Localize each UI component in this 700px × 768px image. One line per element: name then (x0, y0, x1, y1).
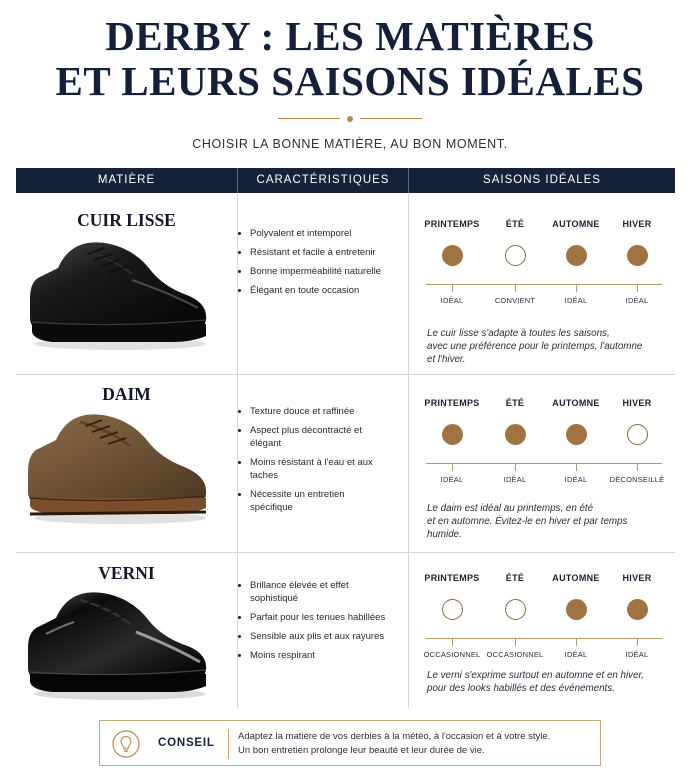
seasons-grid-cuir-lisse (412, 219, 662, 329)
season-name: ÉTÉ (505, 219, 525, 229)
season-indicator-empty (505, 599, 526, 620)
season-indicator-filled (442, 424, 463, 445)
note-line: pour des looks habillés et des événements. (427, 683, 615, 694)
season-name: PRINTEMPS (424, 573, 480, 583)
seasons-grid-daim (412, 398, 665, 508)
season-indicator-empty (627, 424, 648, 445)
season-name: PRINTEMPS (424, 398, 480, 408)
tip-box (99, 720, 601, 766)
season-level: IDÉAL (564, 650, 588, 659)
season-indicator-filled (442, 245, 463, 266)
season-indicator-filled (627, 245, 648, 266)
season-indicator-empty (442, 599, 463, 620)
season-note-verni (427, 669, 667, 695)
season-level: OCCASIONNEL (486, 650, 544, 659)
season-name: HIVER (622, 398, 652, 408)
season-name: HIVER (622, 573, 652, 583)
title-line-1: DERBY : LES MATIÈRES (105, 13, 595, 59)
season-name: AUTOMNE (552, 398, 600, 408)
season-level: IDÉAL (564, 475, 588, 484)
season-level: IDÉAL (625, 296, 649, 305)
title-line-2: ET LEURS SAISONS IDÉALES (55, 58, 645, 104)
characteristic-item: Nécessite un entretien spécifique (236, 488, 386, 514)
tip-label: CONSEIL (158, 737, 215, 749)
characteristic-item: Élégant en toute occasion (236, 284, 386, 297)
season-level: CONVIENT (494, 296, 536, 305)
season-note-cuir-lisse (427, 327, 667, 366)
header-caracteristiques: CARACTÉRISTIQUES (237, 168, 408, 193)
note-line: Le cuir lisse s'adapte à toutes les saisons, (427, 328, 610, 339)
season-name: PRINTEMPS (424, 219, 480, 229)
characteristic-item: Sensible aux plis et aux rayures (236, 630, 386, 643)
season-level: OCCASIONNEL (423, 650, 481, 659)
characteristic-item: Brillance élevée et effet sophistiqué (236, 579, 386, 605)
characteristic-item: Aspect plus décontracté et élégant (236, 424, 386, 450)
season-indicator-filled (627, 599, 648, 620)
tip-line: Un bon entretien prolonge leur beauté et leur durée de vie. (238, 745, 485, 756)
characteristics-list-cuir-lisse (236, 227, 386, 303)
note-line: et en automne. Évitez-le en hiver et par temps (427, 516, 628, 527)
note-line: Le daim est idéal au printemps, en été (427, 503, 594, 514)
season-level: DÉCONSEILLÉ (609, 475, 665, 484)
characteristic-item: Parfait pour les tenues habillées (236, 611, 386, 624)
shoe-image-cuir-lisse (12, 228, 208, 358)
shoe-image-verni (12, 578, 208, 708)
material-name: DAIM (102, 384, 151, 404)
page-title (0, 14, 700, 104)
season-level: IDÉAL (564, 296, 588, 305)
page-subtitle: CHOISIR LA BONNE MATIÈRE, AU BON MOMENT. (192, 137, 508, 151)
note-line: et l'hiver. (427, 354, 466, 365)
note-line: Le verni s'exprime surtout en automne et en hiver, (427, 670, 644, 681)
characteristics-list-daim (236, 405, 386, 520)
characteristic-item: Moins résistant à l'eau et aux taches (236, 456, 386, 482)
tip-divider (228, 729, 229, 759)
lightbulb-icon (112, 730, 140, 758)
title-ornament (278, 116, 422, 122)
season-name: AUTOMNE (552, 219, 600, 229)
season-level: IDÉAL (440, 475, 464, 484)
season-level: IDÉAL (503, 475, 527, 484)
season-name: ÉTÉ (505, 398, 525, 408)
material-name: VERNI (98, 563, 155, 583)
note-line: humide. (427, 529, 462, 540)
season-indicator-filled (566, 599, 587, 620)
season-indicator-filled (505, 424, 526, 445)
characteristic-item: Bonne imperméabilité naturelle (236, 265, 386, 278)
characteristic-item: Moins respirant (236, 649, 386, 662)
season-indicator-filled (566, 424, 587, 445)
characteristic-item: Polyvalent et intemporel (236, 227, 386, 240)
note-line: avec une préférence pour le printemps, l'automne (427, 341, 643, 352)
season-name: ÉTÉ (505, 573, 525, 583)
season-name: HIVER (622, 219, 652, 229)
tip-text (238, 730, 598, 758)
header-saisons: SAISONS IDÉALES (408, 168, 675, 193)
season-level: IDÉAL (440, 296, 464, 305)
season-indicator-empty (505, 245, 526, 266)
season-level: IDÉAL (625, 650, 649, 659)
characteristic-item: Texture douce et raffinée (236, 405, 386, 418)
characteristics-list-verni (236, 579, 386, 668)
season-name: AUTOMNE (552, 573, 600, 583)
season-note-daim (427, 502, 667, 541)
tip-line: Adaptez la matière de vos derbies à la météo, à l'occasion et à votre style. (238, 731, 551, 742)
table-header (16, 168, 675, 193)
material-name: CUIR LISSE (77, 210, 176, 230)
header-matiere: MATIÈRE (97, 174, 156, 186)
season-indicator-filled (566, 245, 587, 266)
seasons-grid-verni (412, 573, 662, 683)
shoe-image-daim (12, 400, 208, 530)
characteristic-item: Résistant et facile à entretenir (236, 246, 386, 259)
